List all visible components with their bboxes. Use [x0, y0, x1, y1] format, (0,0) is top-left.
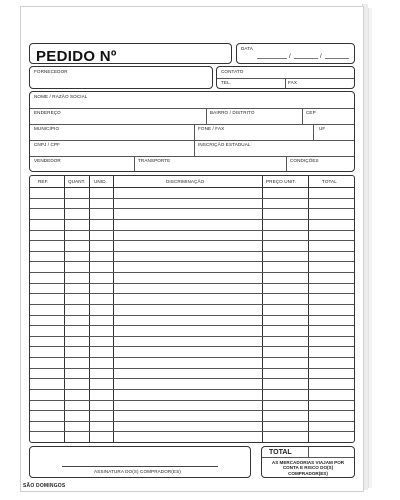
- order-form-sheet: [20, 6, 364, 492]
- fax-label: FAX: [288, 80, 297, 85]
- tel-label: TEL.: [221, 80, 232, 85]
- date-label: DATA: [241, 46, 253, 51]
- table-row[interactable]: [30, 378, 354, 379]
- date-day-line: [257, 58, 287, 59]
- divider: [30, 140, 354, 141]
- signature-box[interactable]: [29, 446, 251, 478]
- table-row[interactable]: [30, 325, 354, 326]
- conditions-label: CONDIÇÕES: [290, 158, 319, 163]
- column-divider: [262, 176, 263, 442]
- address-label: ENDEREÇO: [34, 110, 61, 115]
- district-label: BAIRRO / DISTRITO: [210, 110, 255, 115]
- table-row[interactable]: [30, 336, 354, 337]
- form-title: PEDIDO Nº: [36, 48, 117, 65]
- name-label: NOME / RAZÃO SOCIAL: [34, 94, 88, 99]
- table-row[interactable]: [30, 219, 354, 220]
- divider: [285, 78, 286, 88]
- contact-label: CONTATO: [221, 69, 244, 74]
- divider: [313, 124, 314, 140]
- table-row[interactable]: [30, 410, 354, 411]
- column-header-unit: UNID.: [94, 179, 108, 184]
- table-row[interactable]: [30, 400, 354, 401]
- state-registration-label: INSCRIÇÃO ESTADUAL: [198, 142, 251, 147]
- divider: [308, 447, 309, 457]
- table-row[interactable]: [30, 230, 354, 231]
- table-row[interactable]: [30, 240, 354, 241]
- divider: [134, 156, 135, 171]
- divider: [302, 108, 303, 124]
- column-header-total: TOTAL: [322, 179, 337, 184]
- total-box: [261, 446, 355, 478]
- column-divider: [113, 176, 114, 442]
- date-separator: /: [320, 54, 322, 60]
- table-row[interactable]: [30, 304, 354, 305]
- divider: [262, 457, 354, 458]
- date-separator: /: [289, 54, 291, 60]
- divider: [30, 124, 354, 125]
- phone-label: FONE / FAX: [198, 126, 225, 131]
- column-divider: [308, 176, 309, 442]
- table-row[interactable]: [30, 431, 354, 432]
- column-divider: [89, 176, 90, 442]
- divider: [286, 156, 287, 171]
- table-row[interactable]: [30, 421, 354, 422]
- table-row[interactable]: [30, 272, 354, 273]
- title-box: [29, 43, 232, 64]
- table-row[interactable]: [30, 389, 354, 390]
- seller-label: VENDEDOR: [34, 158, 61, 163]
- divider: [194, 124, 195, 140]
- column-header-unit-price: PREÇO UNIT.: [266, 179, 297, 184]
- contact-box[interactable]: [216, 66, 355, 89]
- table-row[interactable]: [30, 208, 354, 209]
- column-header-description: DISCRIMINAÇÃO: [166, 179, 205, 184]
- column-header-ref: REF.: [38, 179, 49, 184]
- divider: [30, 156, 354, 157]
- brand-label: SÃO DOMINGOS: [23, 483, 66, 489]
- table-header-divider: [30, 187, 354, 188]
- table-row[interactable]: [30, 198, 354, 199]
- transport-label: TRANSPORTE: [138, 158, 171, 163]
- table-row[interactable]: [30, 368, 354, 369]
- table-row[interactable]: [30, 346, 354, 347]
- total-label: TOTAL: [269, 449, 292, 456]
- table-row[interactable]: [30, 315, 354, 316]
- column-divider: [64, 176, 65, 442]
- date-year-line: [325, 58, 349, 59]
- paper-stack-edge: [368, 8, 372, 488]
- client-info-box: [29, 91, 355, 172]
- shipping-note: AS MERCADORIAS VIAJAM POR CONTA E RISCO DO(S) COMPRADOR(ES): [271, 460, 345, 476]
- supplier-label: FORNECEDOR: [34, 69, 68, 74]
- uf-label: UF: [319, 126, 326, 131]
- table-row[interactable]: [30, 261, 354, 262]
- column-header-quantity: QUANT.: [68, 179, 86, 184]
- signature-line: [62, 466, 218, 467]
- items-table: [29, 175, 355, 443]
- signature-label: ASSINATURA DO(S) COMPRADOR(ES): [94, 469, 181, 474]
- table-row[interactable]: [30, 293, 354, 294]
- date-box[interactable]: [236, 43, 355, 64]
- date-month-line: [294, 58, 318, 59]
- table-row[interactable]: [30, 251, 354, 252]
- divider: [194, 140, 195, 156]
- divider: [206, 108, 207, 124]
- cep-label: CEP: [306, 110, 316, 115]
- table-row[interactable]: [30, 357, 354, 358]
- cnpj-label: CNPJ / CPF: [34, 142, 61, 147]
- supplier-box[interactable]: [29, 66, 213, 89]
- table-row[interactable]: [30, 283, 354, 284]
- city-label: MUNICÍPIO: [34, 126, 60, 131]
- divider: [30, 108, 354, 109]
